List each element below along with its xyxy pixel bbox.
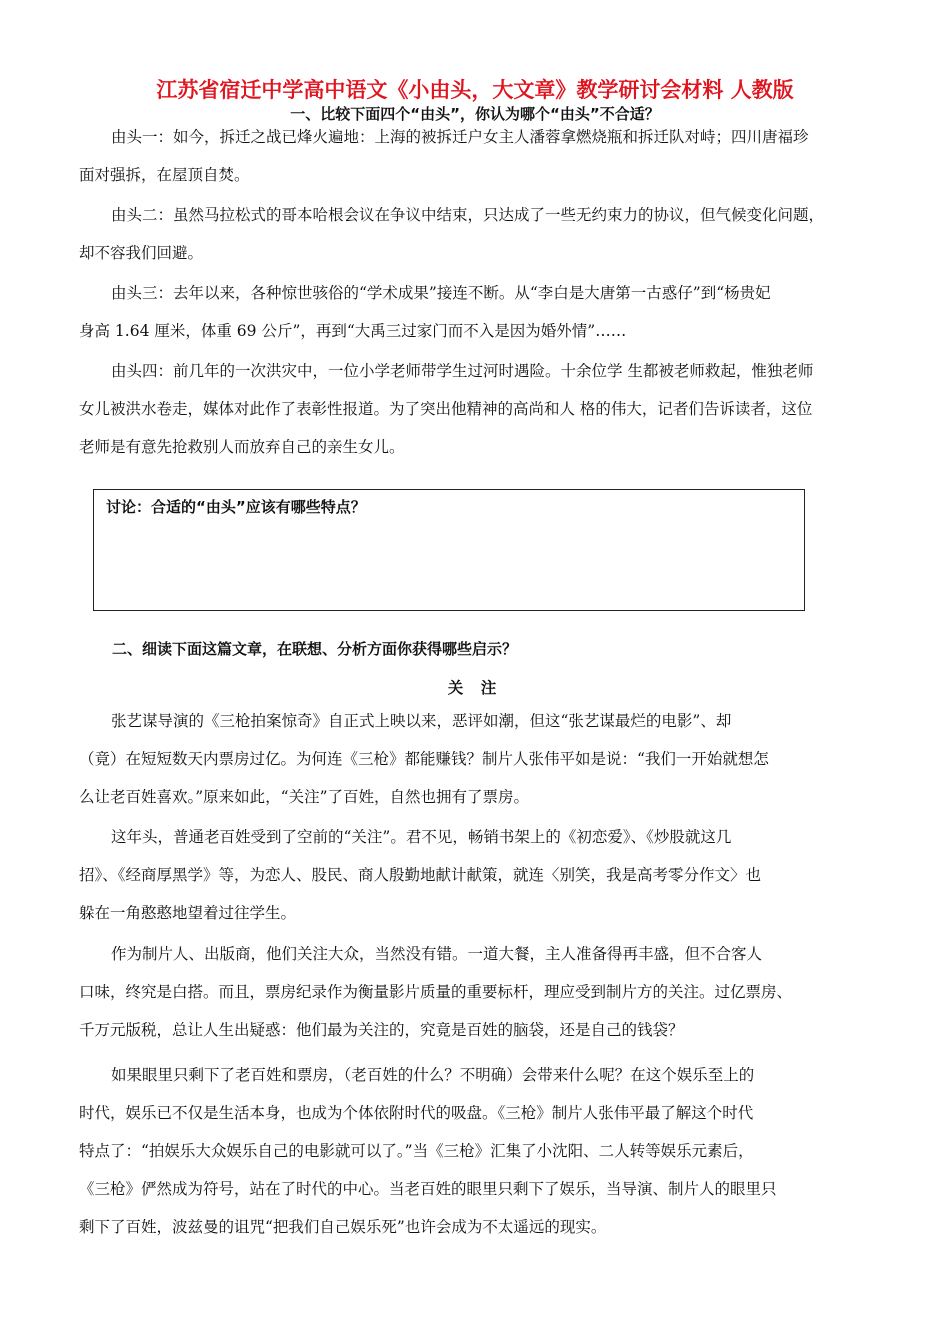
article-title: 关 注 [447, 679, 503, 697]
paragraph-line: 由头一：如今，拆迁之战已烽火遍地：上海的被拆迁户女主人潘蓉拿燃烧瓶和拆迁队对峙；四川唐福珍 [111, 128, 809, 146]
paragraph-line: 招》、《经商厚黑学》等，为恋人、股民、商人殷勤地献计献策，就连〈别笑，我是高考零分作文〉也 [79, 866, 762, 884]
paragraph-line: 躲在一角憨憨地望着过往学生。 [79, 904, 297, 922]
paragraph-youtou-1 [79, 118, 894, 194]
paragraph-line: 剩下了百姓，波兹曼的诅咒“把我们自己娱乐死”也许会成为不太遥远的现实。 [79, 1218, 607, 1236]
paragraph-line: 《三枪》俨然成为符号，站在了时代的中心。当老百姓的眼里只剩下了娱乐，当导演、制片人的眼里只 [79, 1180, 777, 1198]
discussion-prompt: 讨论：合适的“由头”应该有哪些特点？ [106, 498, 366, 516]
section2-heading: 二、细读下面这篇文章，在联想、分析方面你获得哪些启示？ [112, 640, 518, 658]
article-paragraph-1 [79, 702, 894, 816]
paragraph-line: 由头四：前几年的一次洪灾中，一位小学老师带学生过河时遇险。十余位学 生都被老师救起，惟独老师 [111, 362, 814, 380]
paragraph-line: 口味，终究是白搭。而且，票房纪录作为衡量影片质量的重要标杆，理应受到制片方的关注。过亿票房、 [79, 983, 793, 1001]
article-paragraph-4 [79, 1056, 894, 1246]
article-paragraph-3 [79, 935, 894, 1049]
paragraph-line: 特点了：“拍娱乐大众娱乐自己的电影就可以了。”当《三枪》汇集了小沈阳、二人转等娱乐元素后， [79, 1142, 754, 1160]
paragraph-line: 张艺谋导演的《三枪拍案惊奇》自正式上映以来，恶评如潮，但这“张艺谋最烂的电影”、却 [111, 712, 732, 730]
paragraph-line: 如果眼里只剩下了老百姓和票房，（老百姓的什么？不明确）会带来什么呢？在这个娱乐至上的 [111, 1066, 755, 1084]
paragraph-line: 老师是有意先抢救别人而放弃自己的亲生女儿。 [79, 438, 405, 456]
paragraph-line: （竟）在短短数天内票房过亿。为何连《三枪》都能赚钱？制片人张伟平如是说：“我们一开始就想怎 [79, 750, 769, 768]
paragraph-line: 身高 1.64 厘米，体重 69 公斤”，再到“大禹三过家门而不入是因为婚外情”…… [79, 322, 627, 340]
paragraph-line: 由头二：虽然马拉松式的哥本哈根会议在争议中结束，只达成了一些无约束力的协议，但气候变化问题， [111, 206, 825, 224]
paragraph-line: 由头三：去年以来，各种惊世骇俗的“学术成果”接连不断。从“李白是大唐第一古惑仔”到“杨贵妃 [111, 284, 771, 302]
section1-heading: 一、比较下面四个“由头”，你认为哪个“由头”不合适？ [290, 105, 660, 123]
paragraph-youtou-2 [79, 196, 894, 272]
paragraph-youtou-4 [79, 352, 894, 466]
document-title: 江苏省宿迁中学高中语文《小由头，大文章》教学研讨会材料 人教版 [156, 78, 794, 102]
paragraph-line: 千万元版税，总让人生出疑惑：他们最为关注的，究竟是百姓的脑袋，还是自己的钱袋？ [79, 1021, 684, 1039]
discussion-box [93, 489, 805, 611]
paragraph-line: 女儿被洪水卷走，媒体对此作了表彰性报道。为了突出他精神的高尚和人 格的伟大，记者们告诉读者，这位 [79, 400, 813, 418]
paragraph-line: 么让老百姓喜欢。”原来如此，“关注”了百姓，自然也拥有了票房。 [79, 788, 530, 806]
paragraph-line: 这年头，普通老百姓受到了空前的“关注”。君不见，畅销书架上的《初恋爱》、《炒股就这几 [111, 828, 732, 846]
paragraph-youtou-3 [79, 274, 894, 350]
paragraph-line: 作为制片人、出版商，他们关注大众，当然没有错。一道大餐，主人准备得再丰盛，但不合客人 [111, 945, 763, 963]
article-paragraph-2 [79, 818, 894, 932]
paragraph-line: 却不容我们回避。 [79, 244, 204, 262]
paragraph-line: 时代，娱乐已不仅是生活本身，也成为个体依附时代的吸盘。《三枪》制片人张伟平最了解这个时代 [79, 1104, 754, 1122]
paragraph-line: 面对强拆，在屋顶自焚。 [79, 166, 250, 184]
